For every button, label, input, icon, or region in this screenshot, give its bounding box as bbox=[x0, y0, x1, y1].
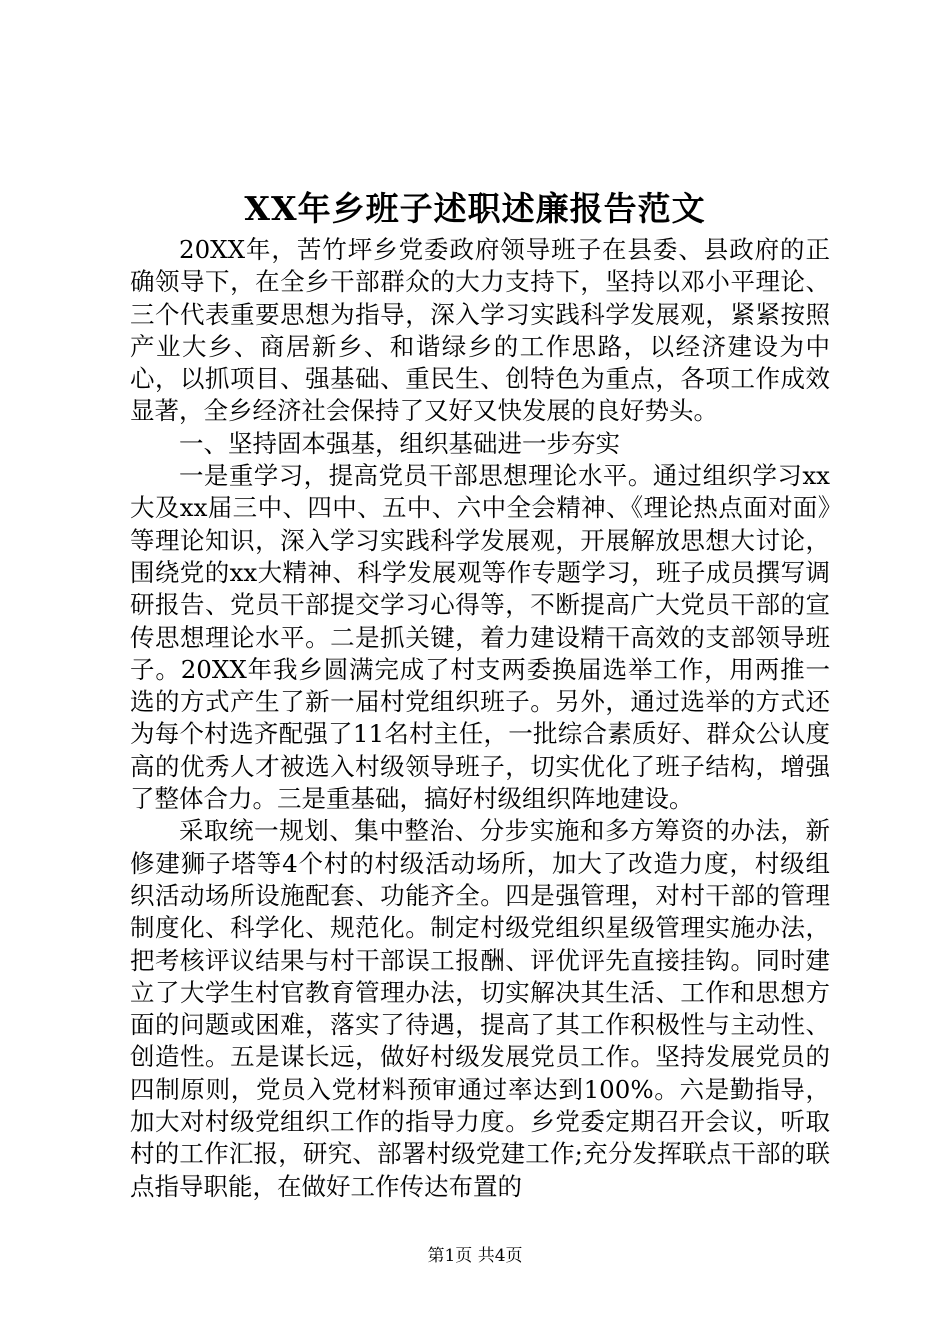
paragraph-intro: 20XX年，苦竹坪乡党委政府领导班子在县委、县政府的正确领导下，在全乡干部群众的大力支持下，坚持以邓小平理论、三个代表重要思想为指导，深入学习实践科学发展观，紧紧按照产业大乡、商居新乡、和谐绿乡的工作思路，以经济建设为中心，以抓项目、强基础、重民生、创特色为重点，各项工作成效显著，全乡经济社会保持了又好又快发展的良好势头。 bbox=[130, 235, 830, 426]
section-heading: 一、坚持固本强基，组织基础进一步夯实 bbox=[179, 428, 620, 458]
page-number-footer: 第1页 共4页 bbox=[427, 1246, 523, 1266]
paragraph-study: 一是重学习，提高党员干部思想理论水平。通过组织学习xx大及xx届三中、四中、五中、六中全会精神、《理论热点面对面》等理论知识，深入学习实践科学发展观，开展解放思想大讨论，围绕党的xx大精神、科学发展观等作专题学习，班子成员撰写调研报告、党员干部提交学习心得等，不断提高广大党员干部的宣传思想理论水平。二是抓关键，着力建设精干高效的支部领导班子。20XX年我乡圆满完成了村支两委换届选举工作，用两推一选的方式产生了新一届村党组织班子。另外，通过选举的方式还为每个村选齐配强了11名村主任，一批综合素质好、群众公认度高的优秀人才被选入村级领导班子，切实优化了班子结构，增强了整体合力。三是重基础，搞好村级组织阵地建设。 bbox=[130, 461, 830, 814]
paragraph-management: 采取统一规划、集中整治、分步实施和多方筹资的办法，新修建狮子塔等4个村的村级活动场所，加大了改造力度，村级组织活动场所设施配套、功能齐全。四是强管理，对村干部的管理制度化、科学化、规范化。制定村级党组织星级管理实施办法，把考核评议结果与村干部误工报酬、评优评先直接挂钩。同时建立了大学生村官教育管理办法，切实解决其生活、工作和思想方面的问题或困难，落实了待遇，提高了其工作积极性与主动性、创造性。五是谋长远，做好村级发展党员工作。坚持发展党员的四制原则，党员入党材料预审通过率达到100%。六是勤指导，加大对村级党组织工作的指导力度。乡党委定期召开会议，听取村的工作汇报，研究、部署村级党建工作;充分发挥联点干部的联点指导职能，在做好工作传达布置的 bbox=[130, 816, 830, 1201]
document-body bbox=[130, 234, 830, 1203]
document-title: XX年乡班子述职述廉报告范文 bbox=[244, 189, 706, 228]
